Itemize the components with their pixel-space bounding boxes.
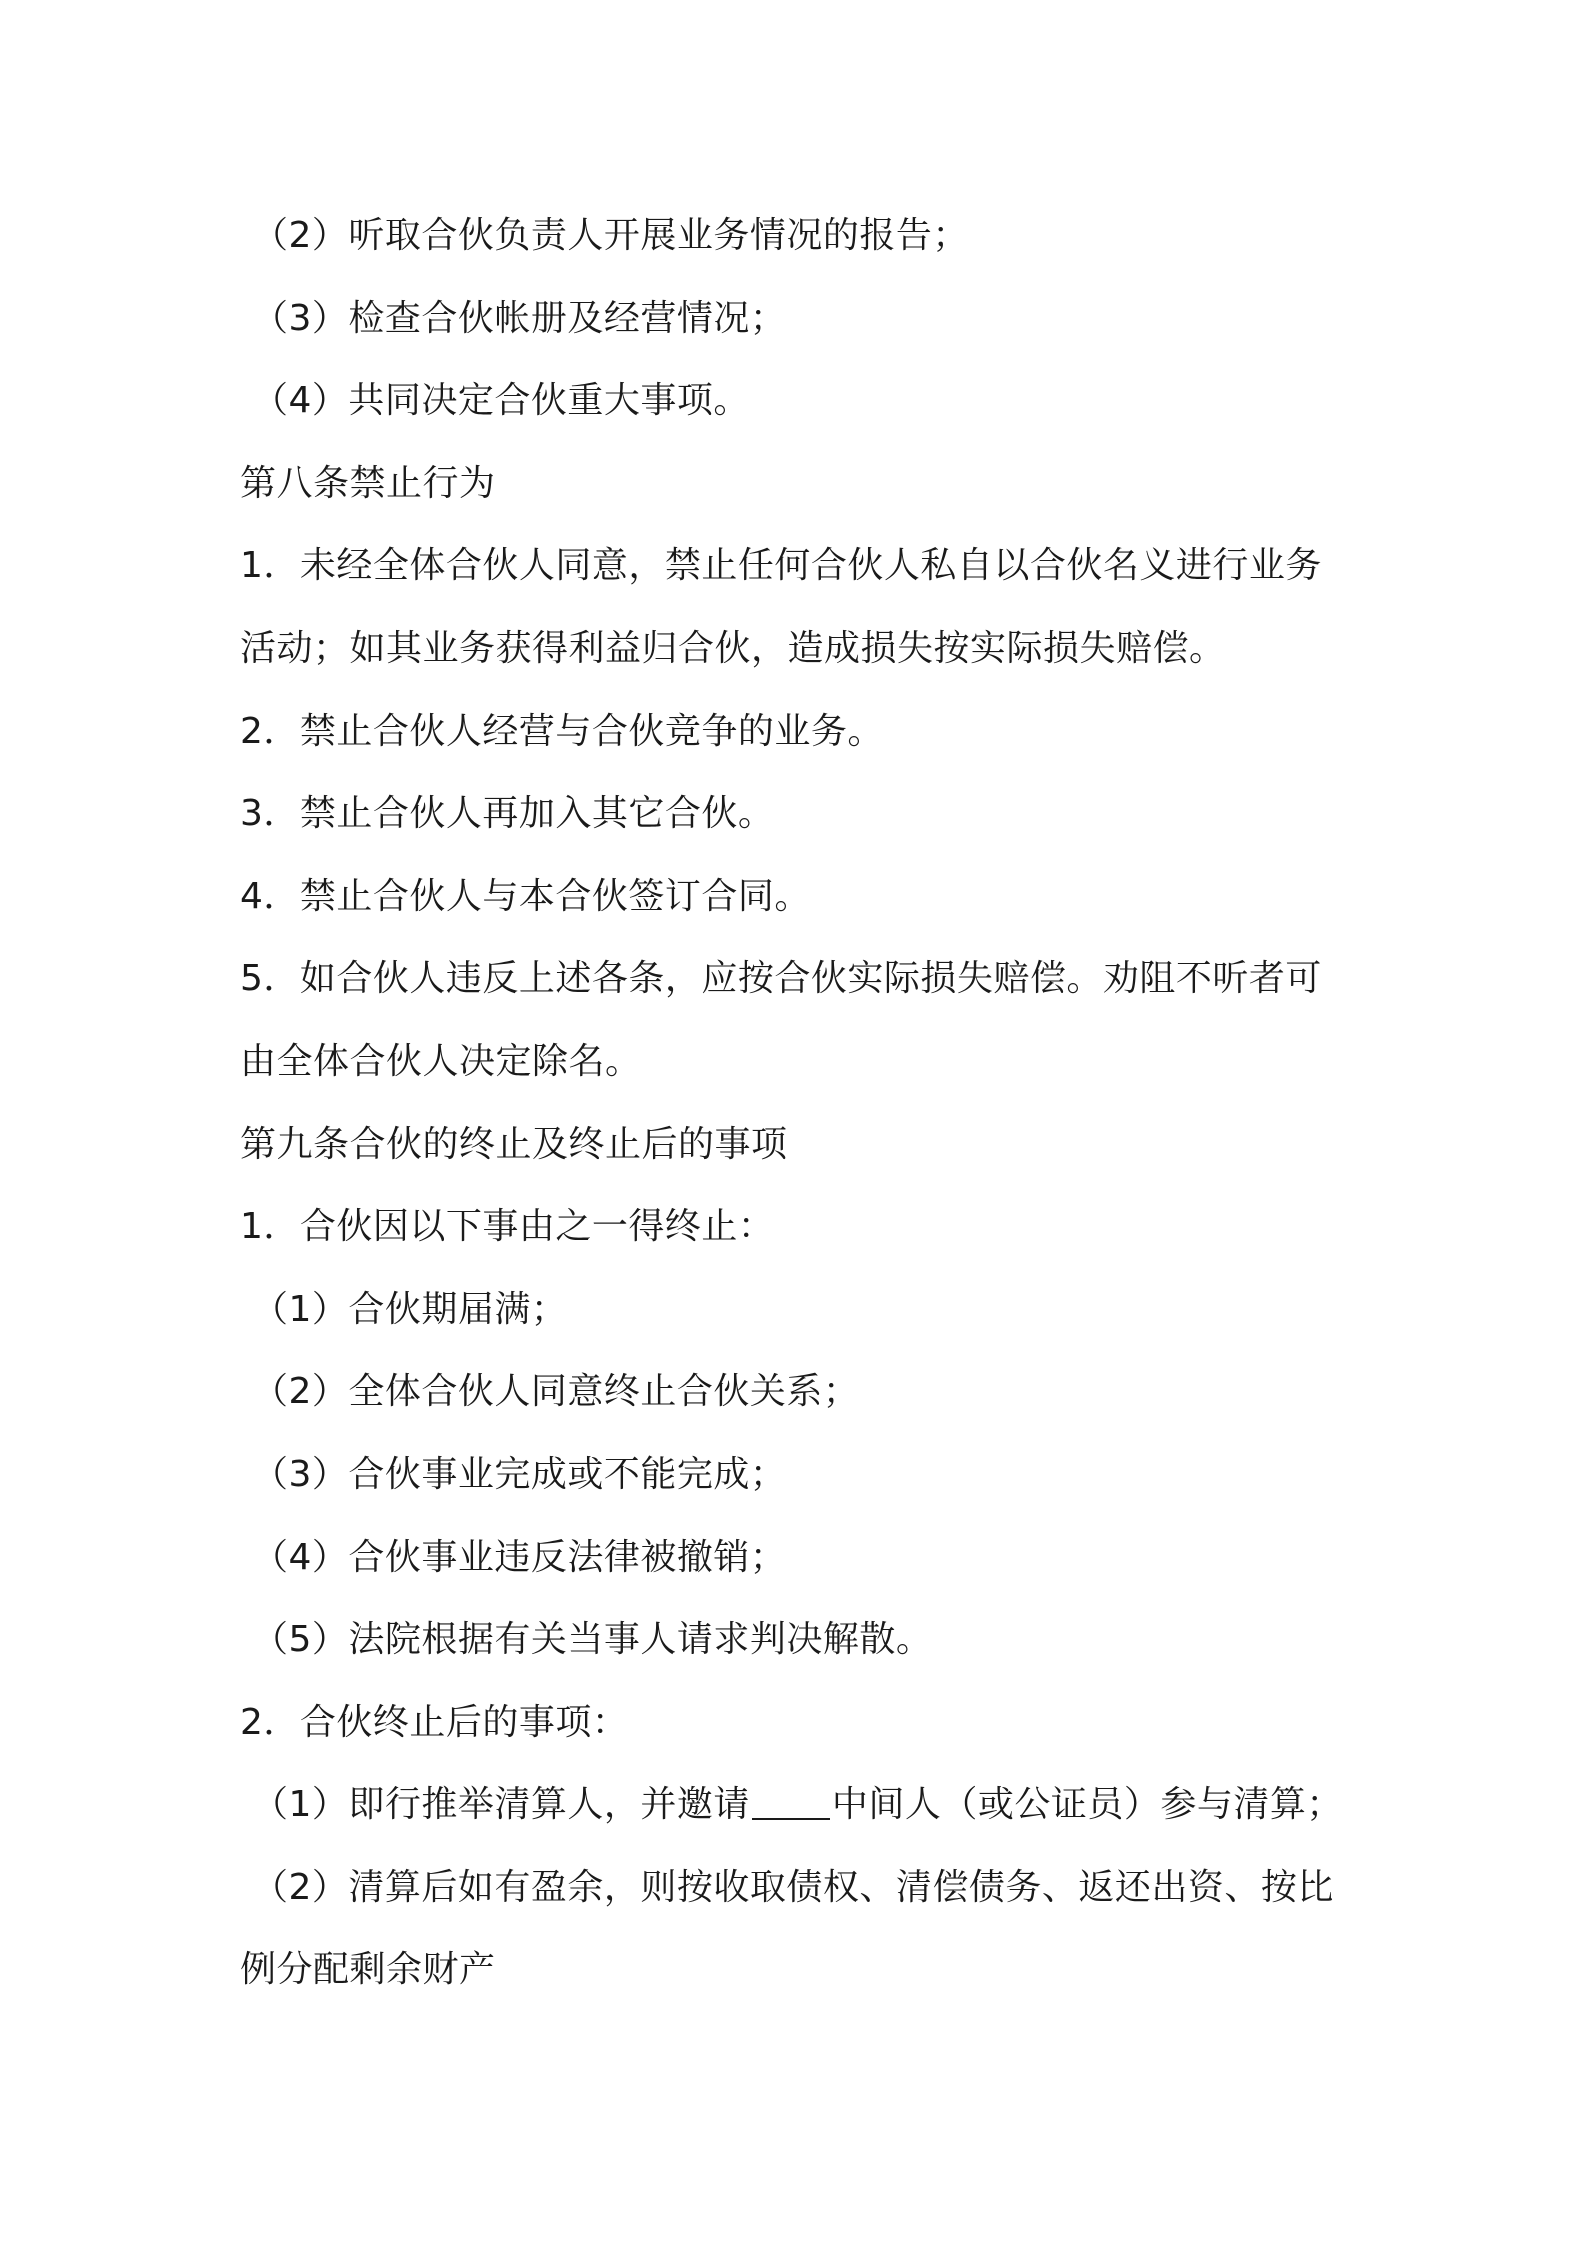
list-item-with-blank bbox=[240, 1764, 1360, 1847]
list-item-text: （1）即行推举清算人，并邀请 bbox=[252, 1784, 750, 1826]
list-item: 2．禁止合伙人经营与合伙竞争的业务。 bbox=[240, 710, 884, 752]
list-item: 3．禁止合伙人再加入其它合伙。 bbox=[240, 793, 775, 835]
list-item-continuation: 由全体合伙人决定除名。 bbox=[240, 1040, 642, 1082]
list-item: 1．未经全体合伙人同意，禁止任何合伙人私自以合伙名义进行业务 bbox=[240, 545, 1322, 587]
list-item: 2．合伙终止后的事项： bbox=[240, 1701, 629, 1743]
list-item: （3）检查合伙帐册及经营情况； bbox=[252, 297, 787, 339]
list-item: （4）共同决定合伙重大事项。 bbox=[252, 380, 750, 422]
list-item: 4．禁止合伙人与本合伙签订合同。 bbox=[240, 875, 811, 917]
document-body bbox=[240, 195, 1360, 2012]
section-heading: 第八条禁止行为 bbox=[240, 462, 496, 504]
fill-in-blank bbox=[752, 1788, 830, 1820]
list-item: （2）听取合伙负责人开展业务情况的报告； bbox=[252, 215, 969, 256]
section-heading: 第九条合伙的终止及终止后的事项 bbox=[240, 1123, 788, 1165]
list-item: （3）合伙事业完成或不能完成； bbox=[252, 1453, 787, 1495]
list-item: （5）法院根据有关当事人请求判决解散。 bbox=[252, 1619, 933, 1661]
list-item: （2）全体合伙人同意终止合伙关系； bbox=[252, 1371, 860, 1413]
list-item: 1．合伙因以下事由之一得终止： bbox=[240, 1206, 775, 1248]
list-item: （2）清算后如有盈余，则按收取债权、清偿债务、返还出资、按比 bbox=[252, 1866, 1334, 1908]
list-item-text: 中间人（或公证员）参与清算； bbox=[831, 1784, 1343, 1826]
list-item-continuation: 活动；如其业务获得利益归合伙，造成损失按实际损失赔偿。 bbox=[240, 627, 1226, 669]
list-item: （4）合伙事业违反法律被撤销； bbox=[252, 1536, 787, 1578]
list-item: （1）合伙期届满； bbox=[252, 1288, 568, 1330]
list-item-continuation: 例分配剩余财产 bbox=[240, 1949, 496, 1991]
list-item: 5．如合伙人违反上述各条，应按合伙实际损失赔偿。劝阻不听者可 bbox=[240, 958, 1322, 1000]
